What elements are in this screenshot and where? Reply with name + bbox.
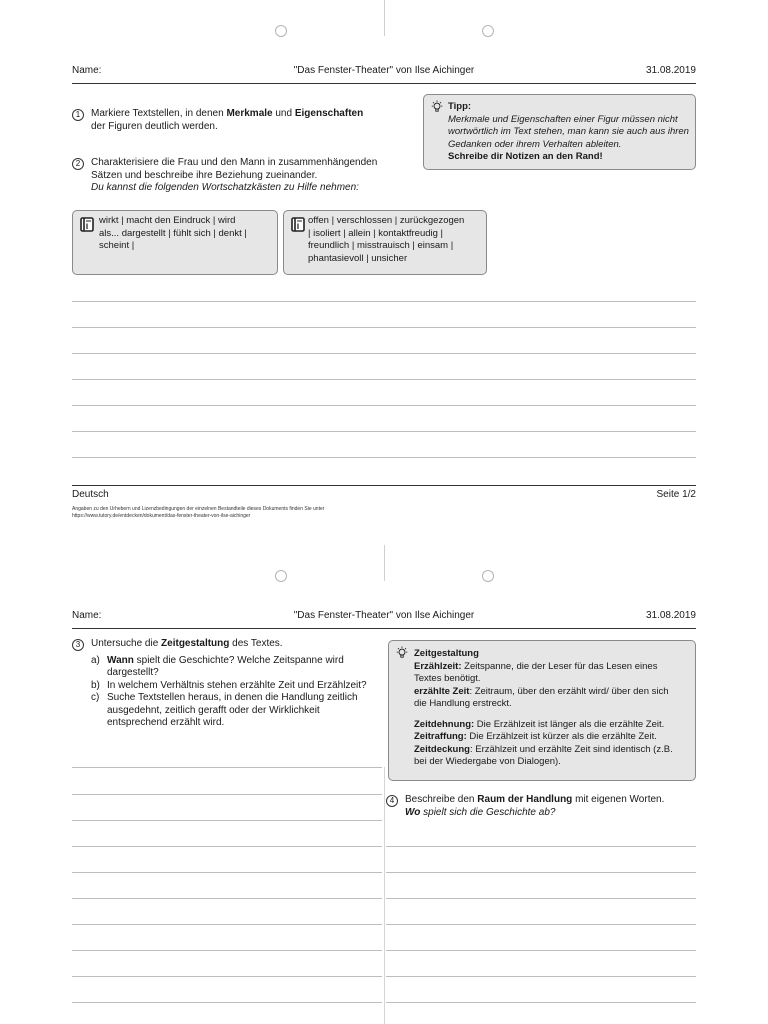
task-hint: spielt sich die Geschichte ab? [420,806,556,818]
definition: bei der Wiedergabe von Dialogen). [414,756,561,767]
subtask-marker: b) [91,679,100,691]
writing-line [386,950,696,951]
vocab-line: phantasievoll | unsicher [308,252,408,264]
task-1-text [91,108,411,133]
task-text: des Textes. [229,638,283,649]
fold-mark [384,545,385,581]
task-text: und [272,108,295,119]
vocab-line: als... dargestellt | fühlt sich | denkt | [99,227,247,239]
lightbulb-icon [430,100,444,114]
task-keyword: Wo [405,806,421,818]
task-number: 2 [72,158,84,170]
definition: die Handlung erstreckt. [414,698,512,709]
writing-line [72,820,382,821]
definition: Textes benötigt. [414,673,481,684]
writing-line [72,950,382,951]
book-icon [291,217,305,232]
punch-hole-left [275,570,287,582]
header-date: 31.08.2019 [645,65,696,76]
task-3-text [91,638,381,730]
tip-box [423,94,696,170]
task-keyword: Zeitgestaltung [161,638,230,649]
name-label: Name: [72,610,102,621]
info-title: Zeitgestaltung [414,648,479,659]
book-icon [80,217,94,232]
task-text: ausgedehnt, zeitlich gerafft oder der Wirklichkeit [107,704,320,716]
license-note [72,506,324,520]
writing-line [386,846,696,847]
footer-rule [72,485,696,486]
punch-hole-right [482,25,494,37]
vocab-words [308,215,484,265]
task-text: Charakterisiere die Frau und den Mann in zusammenhängenden [91,157,378,168]
subtask-b [91,680,381,693]
definition: : Erzählzeit und erzählte Zeit sind identisch (z.B. [469,743,673,755]
term: erzählte Zeit [414,685,470,697]
subtask-c [91,692,381,730]
license-text: Angaben zu den Urhebern und Lizenzbedingungen der einzelnen Bestandteile dieses Dokuments finden Sie unter [72,506,325,512]
subtask-list [91,655,381,730]
writing-line [72,924,382,925]
writing-line [72,767,382,768]
writing-line [72,353,696,354]
vocab-line: wirkt | macht den Eindruck | wird [99,215,236,226]
column-divider [384,767,385,1024]
definition: Die Erzählzeit ist kürzer als die erzählte Zeit. [466,731,657,742]
writing-line [72,794,382,795]
page-header [72,65,696,81]
lightbulb-icon [395,646,409,660]
writing-line [386,924,696,925]
task-2-text [91,157,411,195]
tip-title: Tipp: [448,101,472,112]
page-footer [72,489,696,502]
writing-line [72,898,382,899]
subtask-marker: a) [91,654,100,666]
task-keyword: Wann [107,654,134,666]
task-text: mit eigenen Worten. [572,794,665,805]
task-text: In welchem Verhältnis stehen erzählte Zeit und Erzählzeit? [107,679,367,691]
info-content [414,648,694,769]
tip-instruction: Schreibe dir Notizen an den Rand! [448,151,603,162]
task-text: Markiere Textstellen, in denen [91,108,227,119]
task-number: 3 [72,639,84,651]
writing-line [72,405,696,406]
writing-line [386,976,696,977]
definition: Zeitspanne, die der Leser für das Lesen eines [461,660,658,672]
vocab-box-adjectives [283,210,487,275]
footer-subject: Deutsch [72,489,109,500]
task-number: 1 [72,109,84,121]
term: Zeitdeckung [414,743,470,755]
tip-text: Gedanken oder ihrem Verhalten ableiten. [448,138,622,150]
vocab-line: offen | verschlossen | zurückgezogen [308,215,465,226]
writing-line [72,1002,382,1003]
footer-page-number: Seite 1/2 [656,489,696,500]
document-title: "Das Fenster-Theater" von Ilse Aichinger [293,610,475,621]
writing-line [72,431,696,432]
writing-line [72,301,696,302]
header-rule [72,83,696,84]
tip-text: Merkmale und Eigenschaften einer Figur müssen nicht [448,113,678,125]
writing-line [72,976,382,977]
task-4-text [405,794,695,819]
vocab-words [99,215,275,253]
task-text: entsprechend erzählt wird. [107,717,225,728]
task-text: der Figuren deutlich werden. [91,120,218,132]
writing-line [72,872,382,873]
header-rule [72,628,696,629]
task-hint: Du kannst die folgenden Wortschatzkästen zu Hilfe nehmen: [91,182,359,193]
writing-line [72,379,696,380]
name-label: Name: [72,65,102,76]
header-date: 31.08.2019 [645,610,696,621]
writing-line [386,872,696,873]
vocab-box-verbs [72,210,278,275]
fold-mark [384,0,385,36]
definition: : Zeitraum, über den erzählt wird/ über den sich [469,685,669,697]
vocab-line: scheint | [99,240,135,251]
definition: Die Erzählzeit ist länger als die erzählte Zeit. [474,718,665,730]
writing-line [386,1002,696,1003]
term: Zeitdehnung: [414,718,475,730]
writing-line [72,457,696,458]
punch-hole-left [275,25,287,37]
vocab-line: | isoliert | allein | kontaktfreudig | [308,227,444,239]
task-keyword: Raum der Handlung [477,794,573,805]
task-number: 4 [386,795,398,807]
document-title: "Das Fenster-Theater" von Ilse Aichinger [293,65,475,76]
info-box-zeitgestaltung [388,640,696,781]
task-text: Beschreibe den [405,794,478,805]
term: Erzählzeit: [414,660,462,672]
term: Zeitraffung: [414,731,467,742]
license-url[interactable]: https://www.tutory.de/entdecken/dokument/das-fenster-theater-von-ilse-aichinger [72,513,251,519]
writing-line [386,898,696,899]
task-keyword: Merkmale [226,108,273,119]
task-text: spielt die Geschichte? Welche Zeitspanne wird [133,654,344,666]
task-text: dargestellt? [107,667,159,678]
page-header [72,610,696,626]
tip-content [448,101,692,164]
tip-text: wortwörtlich im Text stehen, man kann sie auch aus ihren [448,126,689,137]
writing-line [72,327,696,328]
punch-hole-right [482,570,494,582]
task-text: Sätzen und beschreibe ihre Beziehung zueinander. [91,169,318,181]
subtask-marker: c) [91,692,100,703]
task-text: Suche Textstellen heraus, in denen die Handlung zeitlich [107,692,358,703]
writing-line [72,846,382,847]
task-text: Untersuche die [91,638,162,649]
task-keyword: Eigenschaften [294,108,364,119]
subtask-a [91,655,381,680]
vocab-line: freundlich | misstrauisch | einsam | [308,240,454,251]
